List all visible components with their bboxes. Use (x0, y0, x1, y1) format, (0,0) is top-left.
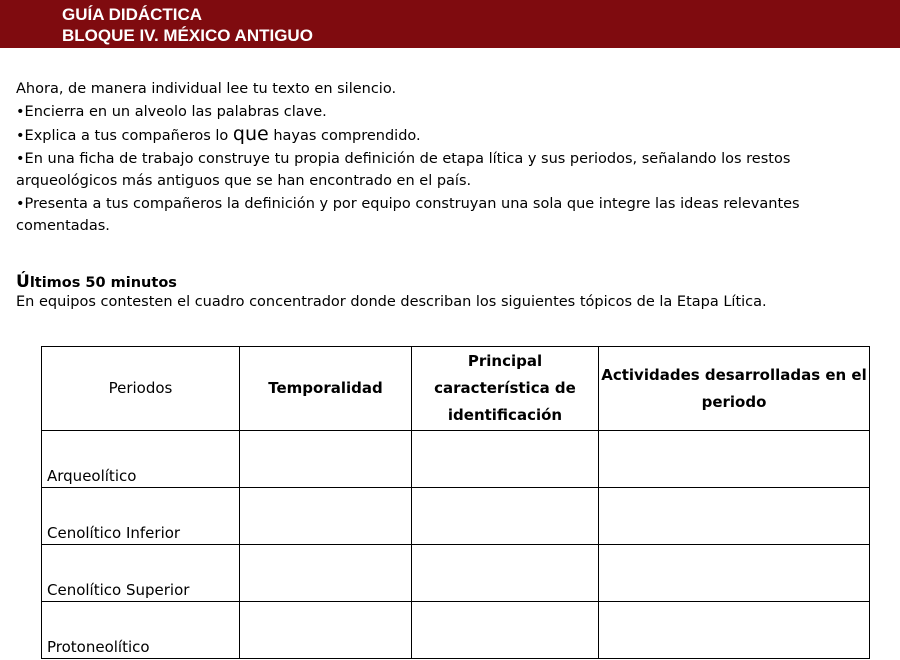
period-cell: Cenolítico Superior (42, 545, 240, 602)
table-row (42, 545, 870, 602)
empty-cell (240, 602, 412, 659)
instruction-bullet-4: •Presenta a tus compañeros la definición y por equipo construyan una sola que integre las ideas relevantes comentadas. (16, 195, 800, 234)
empty-cell (599, 431, 870, 488)
period-cell: Cenolítico Inferior (42, 488, 240, 545)
empty-cell (240, 431, 412, 488)
header-actividades: Actividades desarrolladas en el periodo (599, 347, 870, 431)
bullet-2-pre: •Explica a tus compañeros lo (16, 128, 233, 144)
empty-cell (412, 488, 599, 545)
section-title (16, 272, 177, 292)
bullet-2-emphasis: que (232, 123, 269, 145)
section-title-cap: Ú (16, 272, 30, 292)
concentrator-table (41, 346, 870, 659)
table-row (42, 602, 870, 659)
empty-cell (412, 431, 599, 488)
period-cell: Arqueolítico (42, 431, 240, 488)
header-subtitle: BLOQUE IV. MÉXICO ANTIGUO (62, 26, 313, 45)
bullet-2-post: hayas comprendido. (268, 128, 421, 144)
empty-cell (240, 545, 412, 602)
header-title: GUÍA DIDÁCTICA (62, 5, 203, 24)
header-caracteristica: Principal característica de identificación (412, 347, 599, 431)
table-header-row (42, 347, 870, 431)
empty-cell (412, 545, 599, 602)
section-title-rest: ltimos 50 minutos (29, 275, 177, 291)
empty-cell (599, 602, 870, 659)
page-header (0, 0, 900, 48)
empty-cell (240, 488, 412, 545)
header-periodos: Periodos (42, 347, 240, 431)
instruction-bullet-2 (16, 123, 876, 148)
instruction-intro: Ahora, de manera individual lee tu texto en silencio. (16, 81, 397, 97)
section-description: En equipos contesten el cuadro concentrador donde describan los siguientes tópicos de la Etapa Lítica. (16, 294, 767, 310)
empty-cell (599, 488, 870, 545)
instruction-bullet-3: •En una ficha de trabajo construye tu propia definición de etapa lítica y sus periodos, señalando los restos arqueológicos más antiguos que se han encontrado en el país. (16, 150, 791, 189)
empty-cell (412, 602, 599, 659)
table-row (42, 488, 870, 545)
table-row (42, 431, 870, 488)
instruction-bullet-1: •Encierra en un alveolo las palabras clave. (16, 103, 327, 120)
header-temporalidad: Temporalidad (240, 347, 412, 431)
empty-cell (599, 545, 870, 602)
period-cell: Protoneolítico (42, 602, 240, 659)
instructions (16, 78, 876, 238)
